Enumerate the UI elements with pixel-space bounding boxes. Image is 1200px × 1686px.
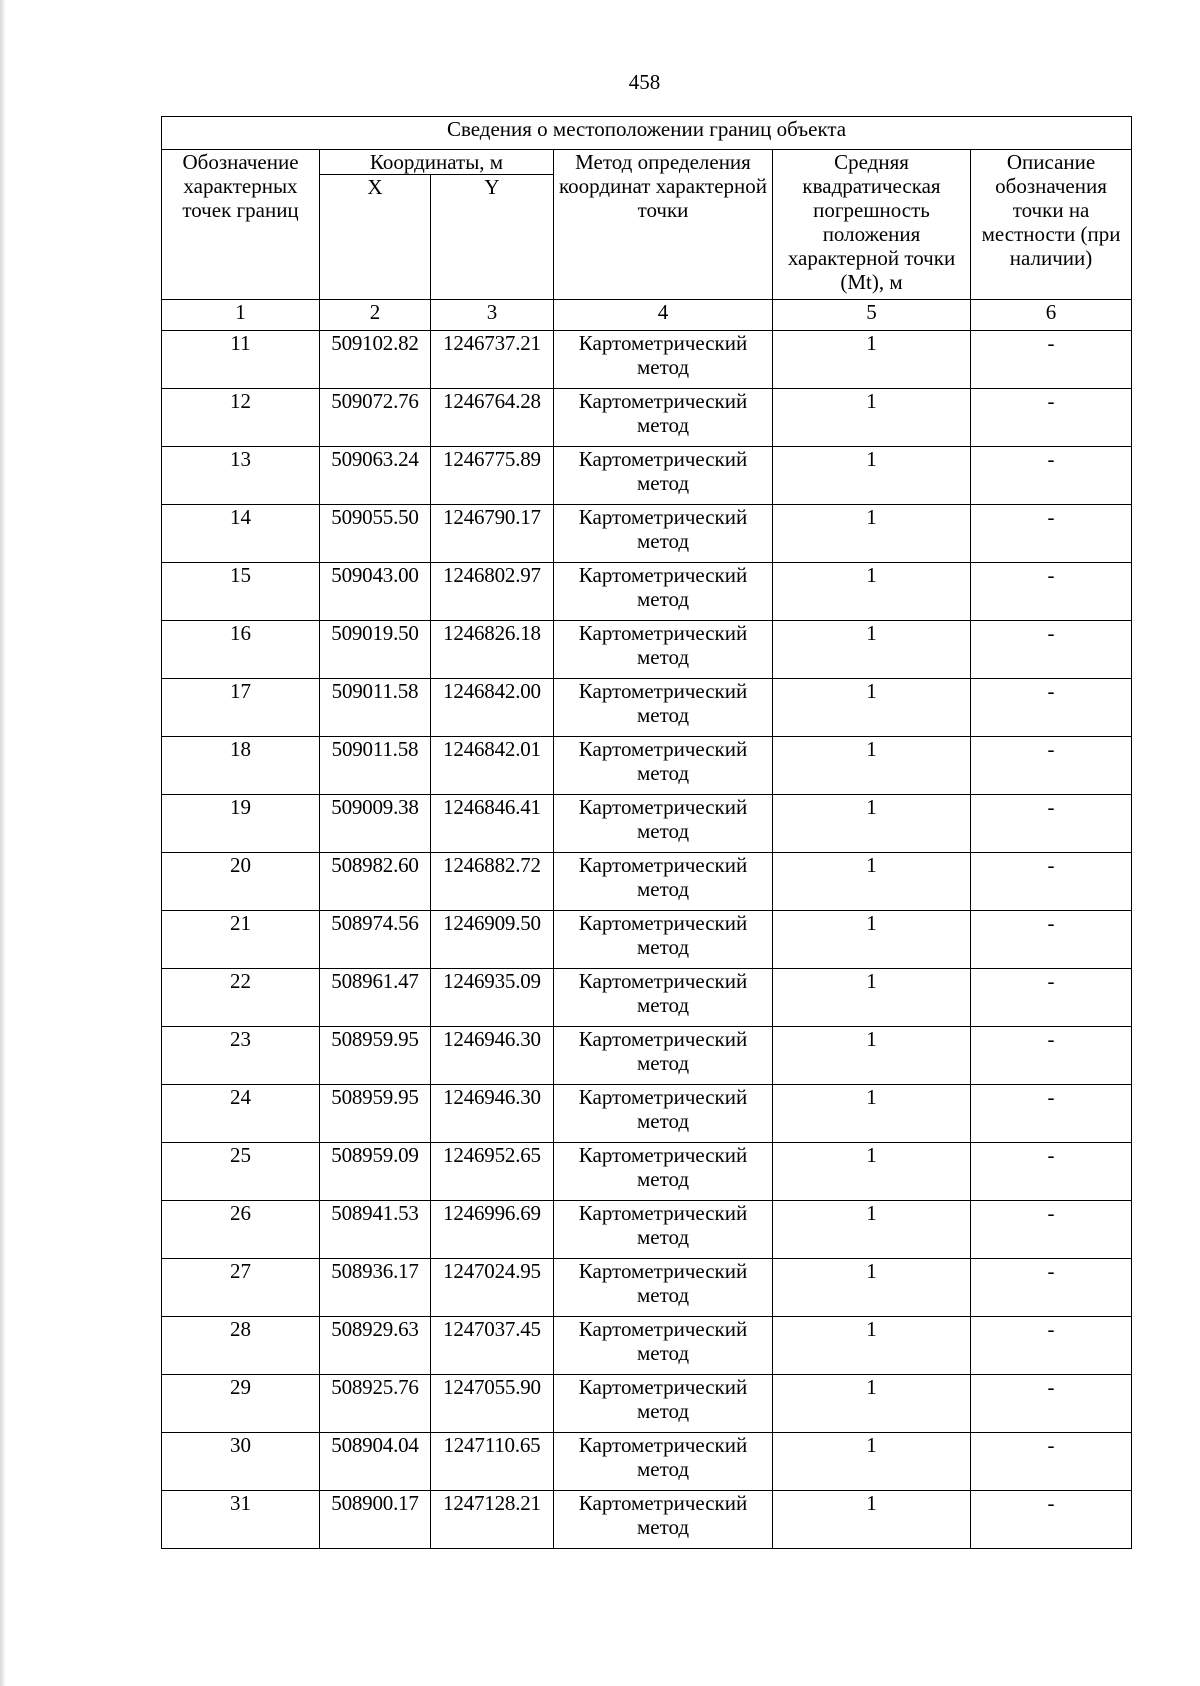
- x-coordinate-cell: 508959.09: [320, 1143, 431, 1201]
- method-cell: Картометрический метод: [554, 621, 773, 679]
- table-row: [162, 737, 1132, 795]
- error-cell: 1: [773, 389, 971, 447]
- table-row: [162, 1027, 1132, 1085]
- method-cell: Картометрический метод: [554, 389, 773, 447]
- point-cell: 25: [162, 1143, 320, 1201]
- point-cell: 15: [162, 563, 320, 621]
- description-cell: -: [971, 1027, 1132, 1085]
- header-error: Средняя квадратическая погрешность положения характерной точки (Mt), м: [773, 150, 971, 300]
- y-coordinate-cell: 1246737.21: [431, 331, 554, 389]
- y-coordinate-cell: 1246842.00: [431, 679, 554, 737]
- description-cell: -: [971, 1143, 1132, 1201]
- table-row: [162, 679, 1132, 737]
- scan-edge: [0, 0, 6, 1686]
- method-cell: Картометрический метод: [554, 737, 773, 795]
- y-coordinate-cell: 1246935.09: [431, 969, 554, 1027]
- method-cell: Картометрический метод: [554, 911, 773, 969]
- method-cell: Картометрический метод: [554, 795, 773, 853]
- x-coordinate-cell: 509009.38: [320, 795, 431, 853]
- method-cell: Картометрический метод: [554, 1375, 773, 1433]
- point-cell: 29: [162, 1375, 320, 1433]
- y-coordinate-cell: 1247024.95: [431, 1259, 554, 1317]
- column-number: 5: [773, 300, 971, 331]
- error-cell: 1: [773, 1259, 971, 1317]
- error-cell: 1: [773, 911, 971, 969]
- table-row: [162, 1317, 1132, 1375]
- table-row: [162, 1491, 1132, 1549]
- method-cell: Картометрический метод: [554, 1027, 773, 1085]
- method-cell: Картометрический метод: [554, 1143, 773, 1201]
- x-coordinate-cell: 509072.76: [320, 389, 431, 447]
- y-coordinate-cell: 1247037.45: [431, 1317, 554, 1375]
- description-cell: -: [971, 1259, 1132, 1317]
- header-x: X: [320, 175, 431, 300]
- description-cell: -: [971, 737, 1132, 795]
- error-cell: 1: [773, 1317, 971, 1375]
- point-cell: 13: [162, 447, 320, 505]
- column-number: 1: [162, 300, 320, 331]
- table-row: [162, 1433, 1132, 1491]
- point-cell: 22: [162, 969, 320, 1027]
- error-cell: 1: [773, 331, 971, 389]
- error-cell: 1: [773, 1375, 971, 1433]
- point-cell: 12: [162, 389, 320, 447]
- error-cell: 1: [773, 737, 971, 795]
- header-coordinates: Координаты, м: [320, 150, 554, 175]
- x-coordinate-cell: 508961.47: [320, 969, 431, 1027]
- point-cell: 14: [162, 505, 320, 563]
- description-cell: -: [971, 853, 1132, 911]
- x-coordinate-cell: 508959.95: [320, 1027, 431, 1085]
- header-designation: Обозначение характерных точек границ: [162, 150, 320, 300]
- description-cell: -: [971, 331, 1132, 389]
- description-cell: -: [971, 1433, 1132, 1491]
- error-cell: 1: [773, 1085, 971, 1143]
- method-cell: Картометрический метод: [554, 1491, 773, 1549]
- point-cell: 11: [162, 331, 320, 389]
- page-number: 458: [628, 70, 661, 94]
- description-cell: -: [971, 1491, 1132, 1549]
- point-cell: 20: [162, 853, 320, 911]
- x-coordinate-cell: 508929.63: [320, 1317, 431, 1375]
- method-cell: Картометрический метод: [554, 447, 773, 505]
- error-cell: 1: [773, 795, 971, 853]
- point-cell: 18: [162, 737, 320, 795]
- x-coordinate-cell: 509011.58: [320, 737, 431, 795]
- method-cell: Картометрический метод: [554, 1317, 773, 1375]
- table-row: [162, 1259, 1132, 1317]
- x-coordinate-cell: 508936.17: [320, 1259, 431, 1317]
- error-cell: 1: [773, 1201, 971, 1259]
- method-cell: Картометрический метод: [554, 331, 773, 389]
- y-coordinate-cell: 1246952.65: [431, 1143, 554, 1201]
- x-coordinate-cell: 508904.04: [320, 1433, 431, 1491]
- x-coordinate-cell: 508959.95: [320, 1085, 431, 1143]
- error-cell: 1: [773, 505, 971, 563]
- y-coordinate-cell: 1246882.72: [431, 853, 554, 911]
- method-cell: Картометрический метод: [554, 1259, 773, 1317]
- description-cell: -: [971, 505, 1132, 563]
- x-coordinate-cell: 508925.76: [320, 1375, 431, 1433]
- y-coordinate-cell: 1247128.21: [431, 1491, 554, 1549]
- description-cell: -: [971, 969, 1132, 1027]
- table-row: [162, 1143, 1132, 1201]
- y-coordinate-cell: 1246946.30: [431, 1027, 554, 1085]
- y-coordinate-cell: 1246996.69: [431, 1201, 554, 1259]
- y-coordinate-cell: 1246846.41: [431, 795, 554, 853]
- y-coordinate-cell: 1247055.90: [431, 1375, 554, 1433]
- description-cell: -: [971, 447, 1132, 505]
- x-coordinate-cell: 508941.53: [320, 1201, 431, 1259]
- description-cell: -: [971, 1375, 1132, 1433]
- method-cell: Картометрический метод: [554, 505, 773, 563]
- y-coordinate-cell: 1246842.01: [431, 737, 554, 795]
- error-cell: 1: [773, 563, 971, 621]
- x-coordinate-cell: 508982.60: [320, 853, 431, 911]
- error-cell: 1: [773, 853, 971, 911]
- header-description: Описание обозначения точки на местности (при наличии): [971, 150, 1132, 300]
- table-row: [162, 505, 1132, 563]
- point-cell: 28: [162, 1317, 320, 1375]
- point-cell: 16: [162, 621, 320, 679]
- y-coordinate-cell: 1246909.50: [431, 911, 554, 969]
- error-cell: 1: [773, 969, 971, 1027]
- description-cell: -: [971, 563, 1132, 621]
- table-body: [162, 331, 1132, 1549]
- table-row: [162, 911, 1132, 969]
- table-row: [162, 1085, 1132, 1143]
- x-coordinate-cell: 508974.56: [320, 911, 431, 969]
- header-y: Y: [431, 175, 554, 300]
- method-cell: Картометрический метод: [554, 853, 773, 911]
- error-cell: 1: [773, 1027, 971, 1085]
- table-row: [162, 447, 1132, 505]
- error-cell: 1: [773, 447, 971, 505]
- description-cell: -: [971, 679, 1132, 737]
- point-cell: 23: [162, 1027, 320, 1085]
- description-cell: -: [971, 1201, 1132, 1259]
- table-caption: Сведения о местоположении границ объекта: [162, 117, 1132, 150]
- error-cell: 1: [773, 621, 971, 679]
- point-cell: 31: [162, 1491, 320, 1549]
- point-cell: 21: [162, 911, 320, 969]
- table-row: [162, 1201, 1132, 1259]
- point-cell: 30: [162, 1433, 320, 1491]
- y-coordinate-cell: 1246802.97: [431, 563, 554, 621]
- table-row: [162, 1375, 1132, 1433]
- y-coordinate-cell: 1246946.30: [431, 1085, 554, 1143]
- boundary-table: [161, 116, 1132, 1549]
- method-cell: Картометрический метод: [554, 1433, 773, 1491]
- column-number: 3: [431, 300, 554, 331]
- x-coordinate-cell: 508900.17: [320, 1491, 431, 1549]
- method-cell: Картометрический метод: [554, 563, 773, 621]
- column-number: 6: [971, 300, 1132, 331]
- method-cell: Картометрический метод: [554, 679, 773, 737]
- point-cell: 17: [162, 679, 320, 737]
- point-cell: 19: [162, 795, 320, 853]
- description-cell: -: [971, 389, 1132, 447]
- y-coordinate-cell: 1246764.28: [431, 389, 554, 447]
- description-cell: -: [971, 621, 1132, 679]
- point-cell: 24: [162, 1085, 320, 1143]
- y-coordinate-cell: 1247110.65: [431, 1433, 554, 1491]
- header-method: Метод определения координат характерной точки: [554, 150, 773, 300]
- description-cell: -: [971, 1317, 1132, 1375]
- method-cell: Картометрический метод: [554, 1201, 773, 1259]
- description-cell: -: [971, 1085, 1132, 1143]
- x-coordinate-cell: 509063.24: [320, 447, 431, 505]
- column-number: 4: [554, 300, 773, 331]
- point-cell: 26: [162, 1201, 320, 1259]
- table-row: [162, 389, 1132, 447]
- error-cell: 1: [773, 679, 971, 737]
- error-cell: 1: [773, 1433, 971, 1491]
- y-coordinate-cell: 1246826.18: [431, 621, 554, 679]
- x-coordinate-cell: 509019.50: [320, 621, 431, 679]
- column-number: 2: [320, 300, 431, 331]
- description-cell: -: [971, 795, 1132, 853]
- error-cell: 1: [773, 1491, 971, 1549]
- point-cell: 27: [162, 1259, 320, 1317]
- table-row: [162, 563, 1132, 621]
- x-coordinate-cell: 509102.82: [320, 331, 431, 389]
- table-row: [162, 795, 1132, 853]
- description-cell: -: [971, 911, 1132, 969]
- y-coordinate-cell: 1246790.17: [431, 505, 554, 563]
- error-cell: 1: [773, 1143, 971, 1201]
- table-row: [162, 853, 1132, 911]
- table-row: [162, 969, 1132, 1027]
- x-coordinate-cell: 509055.50: [320, 505, 431, 563]
- method-cell: Картометрический метод: [554, 1085, 773, 1143]
- y-coordinate-cell: 1246775.89: [431, 447, 554, 505]
- table-row: [162, 621, 1132, 679]
- x-coordinate-cell: 509011.58: [320, 679, 431, 737]
- table-row: [162, 331, 1132, 389]
- x-coordinate-cell: 509043.00: [320, 563, 431, 621]
- method-cell: Картометрический метод: [554, 969, 773, 1027]
